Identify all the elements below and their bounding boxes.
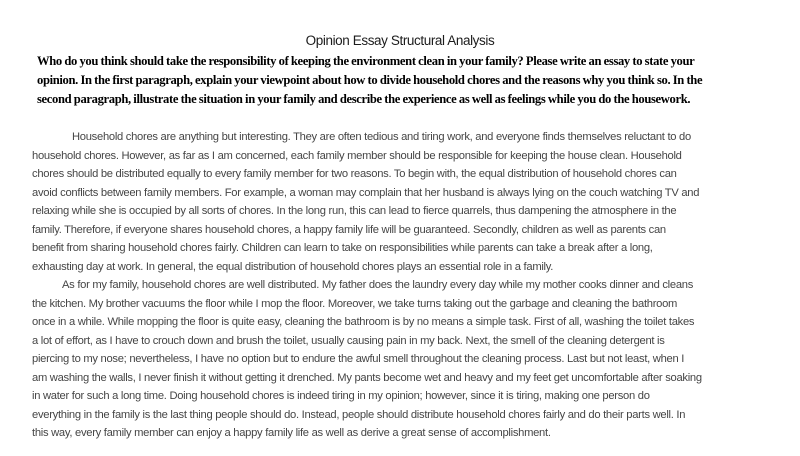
text-line: household chores. However, as far as I am concerned, each family member should be responsible for keeping the house clean. Household (32, 149, 682, 162)
text-line: a lot of effort, as I have to crouch down and brush the toilet, usually causing pain in my back. Next, the smell of the cleaning detergent is (32, 334, 665, 347)
text-line: relaxing while she is occupied by all sorts of chores. In the long run, this can lead to fierce quarrels, thus dampening the atmosphere in the (32, 205, 677, 217)
text-line: benefit from sharing household chores fairly. Children can learn to take on responsibilities while parents can take a break after a long, (32, 242, 653, 254)
text-line: family. Therefore, if everyone shares household chores, a happy family life will be guaranteed. Secondly, children as well as parents can (32, 223, 666, 236)
text-line: Who do you think should take the responsibility of keeping the environment clean in your family? Please write an essay to state your (37, 54, 695, 68)
essay-title: Opinion Essay Structural Analysis (305, 33, 495, 48)
text-line: opinion. In the first paragraph, explain your viewpoint about how to divide household chores and the reasons why you think so. In the (37, 73, 703, 88)
essay-paragraph-1 (32, 128, 774, 276)
essay-paragraph-2 (32, 276, 774, 443)
text-line: piercing to my nose; nevertheless, I have no option but to endure the awful smell throughout the cleaning process. Last but not least, when I (32, 353, 685, 365)
text-line: am washing the walls, I never finish it without getting it drenched. My pants become wet and heavy and my feet get uncomfortable after soaking (32, 371, 702, 384)
text-line: chores should be distributed equally to every family member for two reasons. To begin with, the equal distribution of household chores can (32, 168, 677, 180)
text-line: Household chores are anything but interesting. They are often tedious and tiring work, and everyone finds themselves reluctant to do (72, 131, 691, 143)
essay-body (32, 128, 774, 443)
text-line: avoid conflicts between family members. For example, a woman may complain that her husband is always lying on the couch watching TV and (32, 186, 700, 199)
text-line: exhausting day at work. In general, the equal distribution of household chores plays an essential role in a family. (32, 260, 554, 273)
text-line: As for my family, household chores are well distributed. My father does the laundry every day while my mother cooks dinner and cleans (62, 279, 694, 291)
text-line: everything in the family is the last thing people should do. Instead, people should distribute household chores fairly and do their parts well. In (32, 408, 686, 421)
essay-prompt (37, 52, 770, 110)
text-line: the kitchen. My brother vacuums the floor while I mop the floor. Moreover, we take turns taking out the garbage and cleaning the bathroom (32, 297, 678, 310)
text-line: once in a while. While mopping the floor is quite easy, cleaning the bathroom is by no means a simple task. First of all, washing the toilet takes (32, 316, 695, 328)
text-line: in water for such a long time. Doing household chores is indeed tiring in my opinion; however, since it is tiring, making one person do (32, 390, 650, 402)
text-line: this way, every family member can enjoy a happy family life as well as derive a great sense of accomplishment. (32, 427, 551, 439)
text-line: second paragraph, illustrate the situation in your family and describe the experience as well as feelings while you do the housework. (37, 92, 691, 107)
